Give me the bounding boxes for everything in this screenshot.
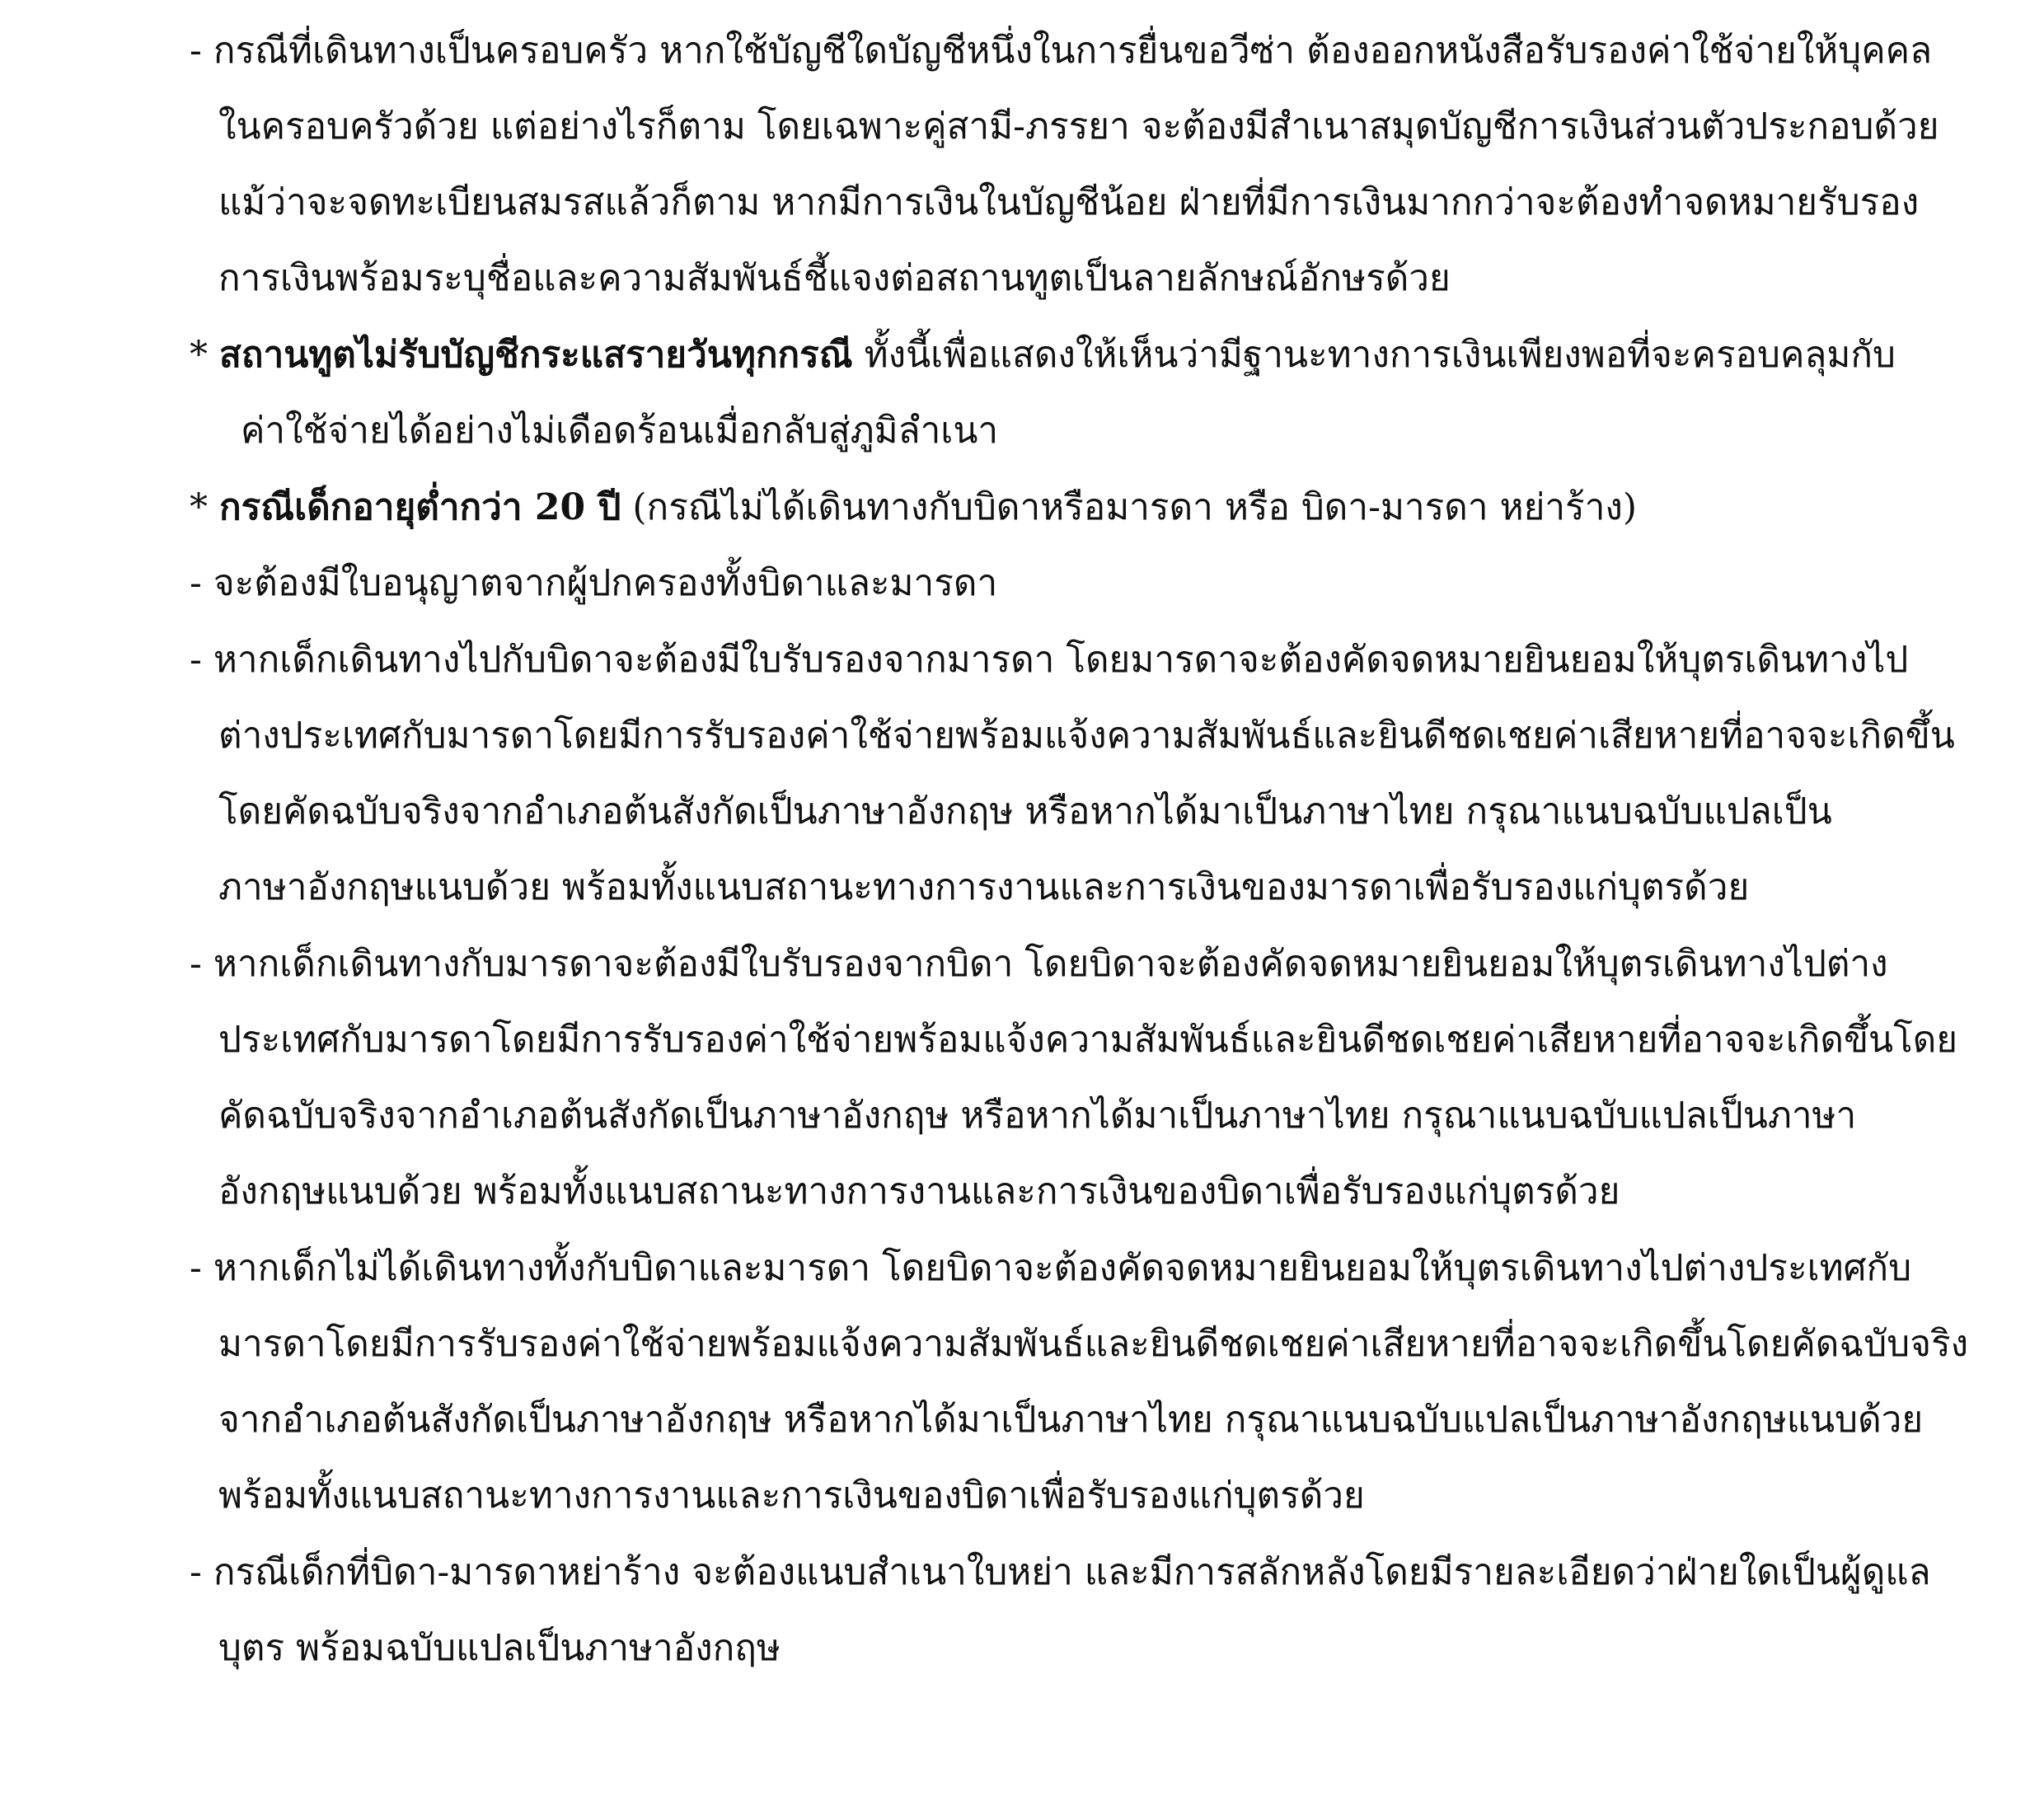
family-account-line-3: แม้ว่าจะจดทะเบียนสมรสแล้วก็ตาม หากมีการเงินในบัญชีน้อย ฝ่ายที่มีการเงินมากกว่าจะต้องทำจดหมายรับรอง	[218, 181, 1920, 223]
with-father-line-1: - หากเด็กเดินทางไปกับบิดาจะต้องมีใบรับรองจากมารดา โดยมารดาจะต้องคัดจดหมายยินยอมให้บุตรเดินทางไป	[190, 639, 1909, 681]
divorced-line-2: บุตร พร้อมฉบับแปลเป็นภาษาอังกฤษ	[218, 1627, 781, 1669]
with-mother-line-3: คัดฉบับจริงจากอำเภอต้นสังกัดเป็นภาษาอังกฤษ หรือหากได้มาเป็นภาษาไทย กรุณาแนบฉบับแปลเป็นภาษา	[218, 1095, 1857, 1137]
family-account-line-1: - กรณีที่เดินทางเป็นครอบครัว หากใช้บัญชีใดบัญชีหนึ่งในการยื่นขอวีซ่า ต้องออกหนังสือรับรองค่าใช้จ่ายให้บุคคล	[190, 30, 1933, 72]
family-account-line-4: การเงินพร้อมระบุชื่อและความสัมพันธ์ชี้แจงต่อสถานทูตเป็นลายลักษณ์อักษรด้วย	[218, 257, 1451, 299]
child-heading	[190, 483, 1637, 532]
with-father-line-4: ภาษาอังกฤษแนบด้วย พร้อมทั้งแนบสถานะทางการงานและการเงินของมารดาเพื่อรับรองแก่บุตรด้วย	[218, 866, 1750, 908]
embassy-note-rest: ทั้งนี้เพื่อแสดงให้เห็นว่ามีฐานะทางการเงินเพียงพอที่จะครอบคลุมกับ	[852, 334, 1896, 376]
with-mother-line-2: ประเทศกับมารดาโดยมีการรับรองค่าใช้จ่ายพร้อมแจ้งความสัมพันธ์และยินดีชดเชยค่าเสียหายที่อาจจะเกิดขึ้นโดย	[218, 1019, 1958, 1061]
child-heading-rest: (กรณีไม่ได้เดินทางกับบิดาหรือมารดา หรือ บิดา-มารดา หย่าร้าง)	[621, 486, 1638, 528]
without-parents-line-3: จากอำเภอต้นสังกัดเป็นภาษาอังกฤษ หรือหากได้มาเป็นภาษาไทย กรุณาแนบฉบับแปลเป็นภาษาอังกฤษแนบด้วย	[218, 1399, 1924, 1441]
with-father-line-3: โดยคัดฉบับจริงจากอำเภอต้นสังกัดเป็นภาษาอังกฤษ หรือหากได้มาเป็นภาษาไทย กรุณาแนบฉบับแปลเป็น	[218, 790, 1832, 832]
with-father-line-2: ต่างประเทศกับมารดาโดยมีการรับรองค่าใช้จ่ายพร้อมแจ้งความสัมพันธ์และยินดีชดเชยค่าเสียหายที่อาจจะเกิดขึ้น	[218, 715, 1955, 757]
with-mother-line-1: - หากเด็กเดินทางกับมารดาจะต้องมีใบรับรองจากบิดา โดยบิดาจะต้องคัดจดหมายยินยอมให้บุตรเดินทางไปต่าง	[190, 943, 1888, 985]
permission-line-1: - จะต้องมีใบอนุญาตจากผู้ปกครองทั้งบิดาและมารดา	[190, 562, 998, 604]
embassy-note-line-1	[190, 331, 1896, 380]
without-parents-line-1: - หากเด็กไม่ได้เดินทางทั้งกับบิดาและมารดา โดยบิดาจะต้องคัดจดหมายยินยอมให้บุตรเดินทางไปต่างประเทศกับ	[190, 1247, 1912, 1289]
embassy-note-marker: *	[190, 334, 219, 376]
without-parents-line-4: พร้อมทั้งแนบสถานะทางการงานและการเงินของบิดาเพื่อรับรองแก่บุตรด้วย	[218, 1475, 1365, 1517]
embassy-note-line-2: ค่าใช้จ่ายได้อย่างไม่เดือดร้อนเมื่อกลับสู่ภูมิลำเนา	[241, 410, 999, 452]
child-heading-marker: *	[190, 486, 219, 528]
family-account-line-2: ในครอบครัวด้วย แต่อย่างไรก็ตาม โดยเฉพาะคู่สามี-ภรรยา จะต้องมีสำเนาสมุดบัญชีการเงินส่วนตัวประกอบด้วย	[218, 106, 1939, 148]
child-heading-bold: กรณีเด็กอายุต่ำกว่า 20 ปี	[219, 486, 621, 528]
without-parents-line-2: มารดาโดยมีการรับรองค่าใช้จ่ายพร้อมแจ้งความสัมพันธ์และยินดีชดเชยค่าเสียหายที่อาจจะเกิดขึ้นโดยคัดฉบับจริง	[218, 1323, 1969, 1365]
with-mother-line-4: อังกฤษแนบด้วย พร้อมทั้งแนบสถานะทางการงานและการเงินของบิดาเพื่อรับรองแก่บุตรด้วย	[218, 1170, 1620, 1212]
embassy-note-bold: สถานทูตไม่รับบัญชีกระแสรายวันทุกกรณี	[219, 334, 853, 376]
divorced-line-1: - กรณีเด็กที่บิดา-มารดาหย่าร้าง จะต้องแนบสำเนาใบหย่า และมีการสลักหลังโดยมีรายละเอียดว่าฝ่ายใดเป็นผู้ดูแล	[190, 1551, 1931, 1593]
